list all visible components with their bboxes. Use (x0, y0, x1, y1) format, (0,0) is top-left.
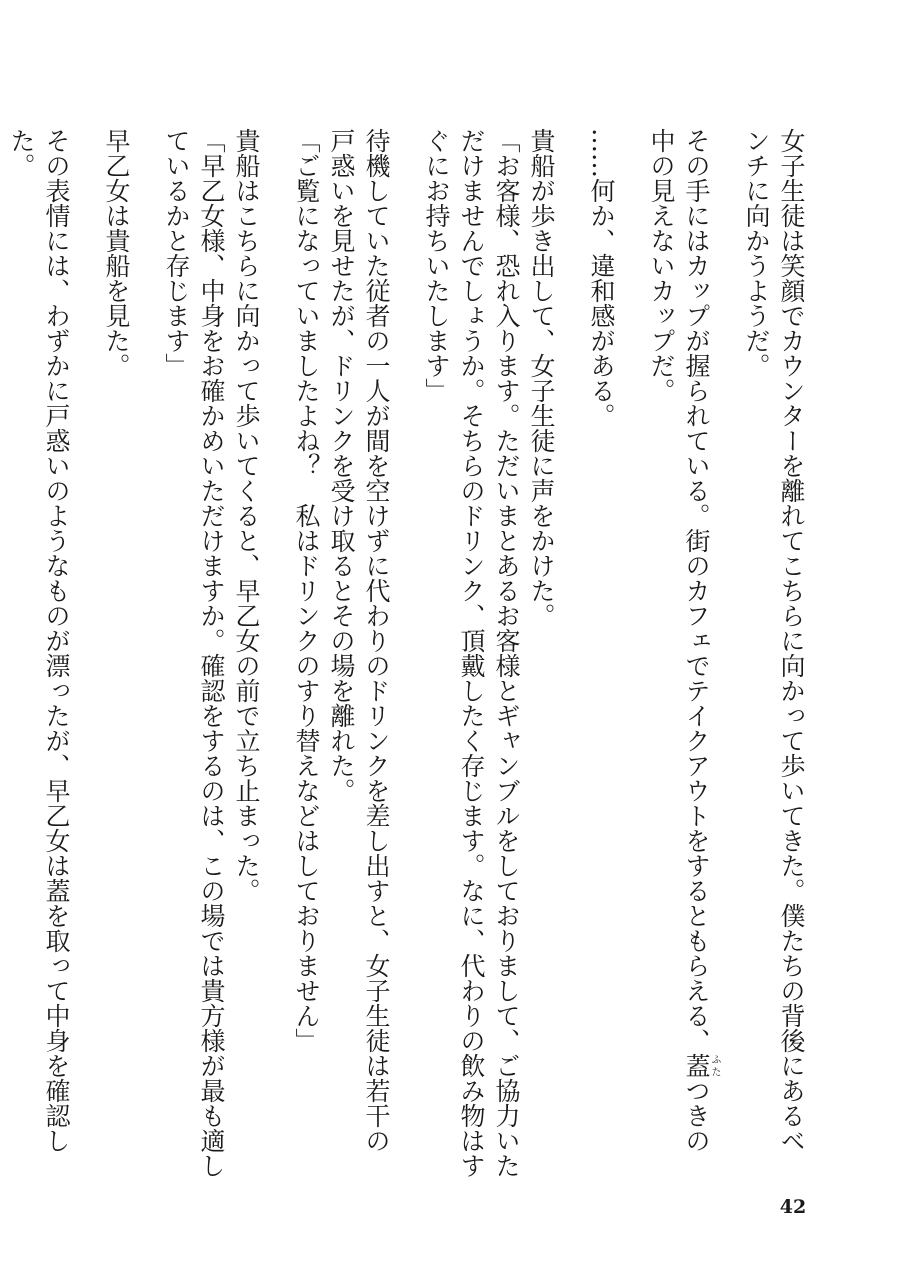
ruby-futa (682, 1053, 720, 1078)
text-line-7: 「お客様、恐れ入ります。ただいまとあるお客様とギャンブルをしておりまして、ご協力いた (492, 128, 521, 1178)
text-line-6: 貴船が歩き出して、女子生徒に声をかけた。 (527, 128, 556, 628)
text-line-3-main: その手にはカップが握られている。街のカフェでテイクアウトをするともらえる、 (682, 128, 711, 1053)
text-line-5: ……何か、違和感がある。 (587, 128, 616, 428)
text-line-9: ぐにお持ちいたします」 (422, 128, 451, 403)
text-line-14: 「早乙女様、中身をお確かめいただけますか。確認をするのは、この場では貴方様が最も適し (197, 128, 226, 1178)
ruby-base: 蓋 (682, 1053, 711, 1078)
text-line-16: 早乙女は貴船を見た。 (102, 128, 131, 378)
vertical-body-text (0, 128, 834, 1178)
text-line-4: 中の見えないカップだ。 (647, 128, 676, 403)
text-line-19 (0, 128, 4, 1128)
text-line-3-tail: つきの (682, 1078, 711, 1153)
text-line-15: ているかと存じます」 (162, 128, 191, 378)
text-line-2: ンチに向かうようだ。 (742, 128, 771, 378)
page-number: 42 (779, 1196, 807, 1218)
text-line-1: 女子生徒は笑顔でカウンターを離れてこちらに向かって歩いてきた。僕たちの背後にあるベ (777, 128, 806, 1153)
text-line-12: 「ご覧になっていましたよね？ 私はドリンクのすり替えなどはしておりません」 (292, 128, 321, 1053)
text-line-8: だけませんでしょうか。そちらのドリンク、頂戴したく存じます。なに、代わりの飲み物はす (457, 128, 486, 1178)
text-line-18: た。 (7, 128, 36, 178)
ruby-reading: ふた (709, 1053, 720, 1078)
text-line-3 (679, 128, 739, 1153)
text-line-10: 待機していた従者の一人が間を空けずに代わりのドリンクを差し出すと、女子生徒は若干の (362, 128, 391, 1153)
text-line-11: 戸惑いを見せたが、ドリンクを受け取るとその場を離れた。 (327, 128, 356, 803)
text-line-13: 貴船はこちらに向かって歩いてくると、早乙女の前で立ち止まった。 (232, 128, 261, 903)
text-line-17: その表情には、わずかに戸惑いのようなものが漂ったが、早乙女は蓋を取って中身を確認し (42, 128, 71, 1153)
